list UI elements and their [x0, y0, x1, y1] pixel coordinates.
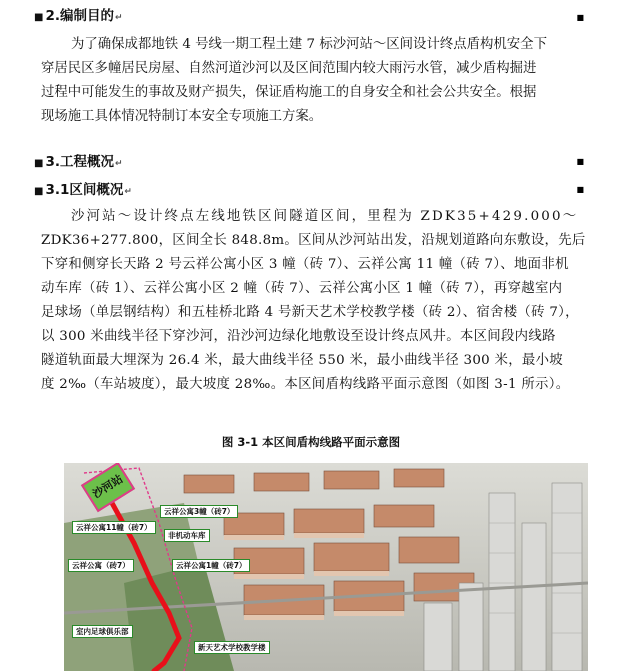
margin-corner-mark: ■: [576, 185, 584, 194]
section-3-heading: ■ 3.工程概况↵: [34, 154, 123, 170]
text-line: ZDK36+277.800，区间全长 848.8m。区间从沙河站出发，沿规划道路向东敷设，先后: [41, 233, 586, 248]
text-line: 沙河站～设计终点左线地铁区间隧道区间，里程为 ZDK35+429.000～: [71, 209, 579, 224]
text-line: 度 2‰（车站坡度），最大坡度 28‰。本区间盾构线路平面示意图（如图 3-1 所示）。: [41, 377, 570, 392]
building-label: 云祥公寓3幢（砖7）: [160, 505, 238, 518]
section-3-1-heading: ■ 3.1区间概况↵: [34, 182, 132, 198]
margin-corner-mark: ■: [576, 13, 584, 22]
building-label: 新天艺术学校教学楼: [194, 641, 270, 654]
shahe-station-label: 沙河站: [81, 463, 135, 512]
text-line: 以 300 米曲线半径下穿沙河，沿沙河边绿化地敷设至设计终点风井。本区间段内线路: [41, 329, 556, 344]
building-label: 室内足球俱乐部: [72, 625, 133, 638]
text-line: 隧道轨面最大埋深为 26.4 米，最大曲线半径 550 米，最小曲线半径 300 米，最小坡: [41, 353, 563, 368]
building-label: 云祥公寓（砖7）: [68, 559, 134, 572]
text-line: 动车库（砖 1）、云祥公寓小区 2 幢（砖 7）、云祥公寓小区 1 幢（砖 7），再穿越室内: [41, 281, 563, 296]
margin-corner-mark: ■: [576, 157, 584, 166]
building-label: 云祥公寓11幢（砖7）: [72, 521, 156, 534]
text-line: 足球场（单层钢结构）和五桂桥北路 4 号新天艺术学校教学楼（砖 2）、宿舍楼（砖 7），: [41, 305, 579, 320]
route-aerial-figure: [64, 463, 588, 671]
aerial-photo: [64, 463, 588, 671]
figure-caption: 图 3-1 本区间盾构线路平面示意图: [221, 435, 401, 449]
text-line: 下穿和侧穿长天路 2 号云祥公寓小区 3 幢（砖 7）、云祥公寓 11 幢（砖 7）、地面非机: [41, 257, 569, 272]
section-2-heading: ■ 2.编制目的↵: [34, 8, 123, 24]
text-line: 现场施工具体情况特制订本安全专项施工方案。: [41, 109, 323, 124]
text-line: 过程中可能发生的事故及财产损失，保证盾构施工的自身安全和社会公共安全。根据: [41, 85, 537, 100]
text-line: 为了确保成都地铁 4 号线一期工程土建 7 标沙河站～区间设计终点盾构机安全下: [71, 37, 547, 52]
building-label: 云祥公寓1幢（砖7）: [172, 559, 250, 572]
purpose-paragraph: [41, 33, 586, 129]
text-line: 穿居民区多幢居民房屋、自然河道沙河以及区间范围内较大雨污水管，减少盾构掘进: [41, 61, 537, 76]
overview-paragraph: [41, 205, 586, 397]
building-label: 非机动车库: [164, 529, 210, 542]
